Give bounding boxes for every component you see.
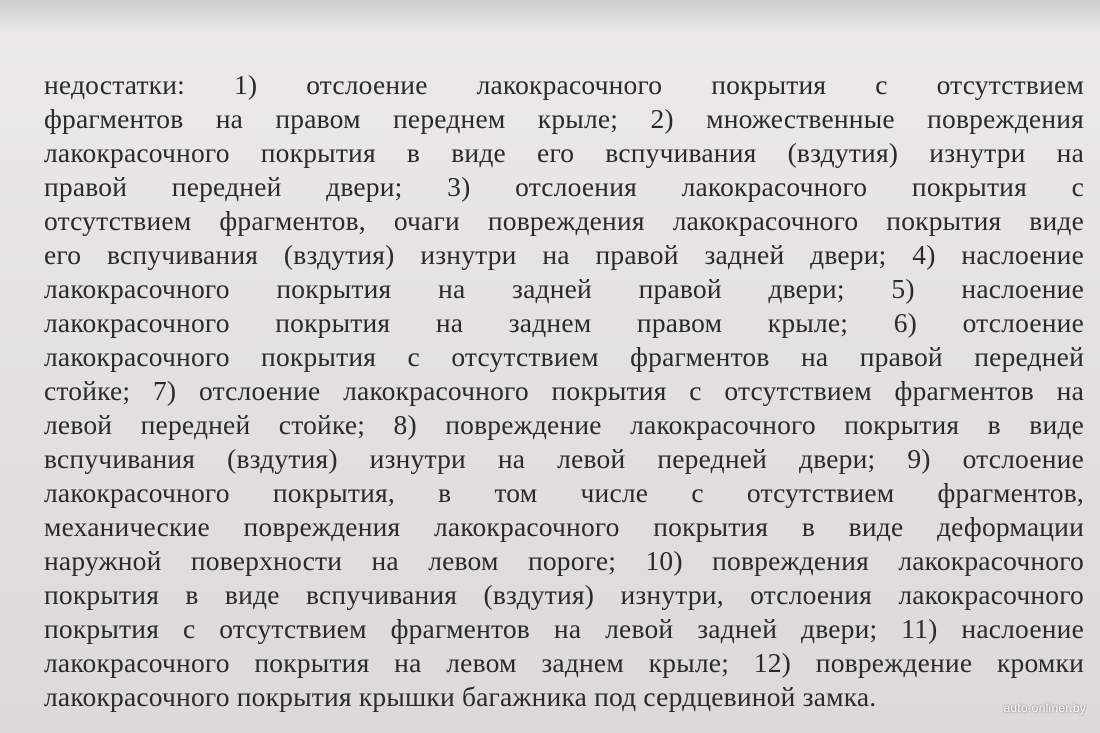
- text-line: фрагментов на правом переднем крыле; 2) множественные повреждения: [44, 103, 1084, 134]
- text-line-last: лакокрасочного покрытия крышки багажника под сердцевиной замка.: [44, 681, 877, 712]
- text-line: покрытия в виде вспучивания (вздутия) изнутри, отслоения лакокрасочного: [44, 579, 1084, 610]
- text-line: отсутствием фрагментов, очаги повреждения лакокрасочного покрытия виде: [44, 205, 1084, 236]
- text-line: лакокрасочного покрытия, в том числе с отсутствием фрагментов,: [44, 477, 1084, 508]
- text-line: механические повреждения лакокрасочного покрытия в виде деформации: [44, 511, 1084, 542]
- text-line: лакокрасочного покрытия с отсутствием фрагментов на правой передней: [44, 341, 1084, 372]
- watermark: auto.onliner.by: [1003, 701, 1086, 715]
- text-line: лакокрасочного покрытия на левом заднем крыле; 12) повреждение кромки: [44, 647, 1084, 678]
- top-shadow: [0, 0, 1100, 34]
- text-line: вспучивания (вздутия) изнутри на левой передней двери; 9) отслоение: [44, 443, 1084, 474]
- text-line: его вспучивания (вздутия) изнутри на правой задней двери; 4) наслоение: [44, 239, 1084, 270]
- text-line: лакокрасочного покрытия на заднем правом крыле; 6) отслоение: [44, 307, 1084, 338]
- text-line: лакокрасочного покрытия на задней правой двери; 5) наслоение: [44, 273, 1084, 304]
- text-line: левой передней стойке; 8) повреждение лакокрасочного покрытия в виде: [44, 409, 1084, 440]
- text-line: правой передней двери; 3) отслоения лакокрасочного покрытия с: [44, 171, 1084, 202]
- text-line: покрытия с отсутствием фрагментов на левой задней двери; 11) наслоение: [44, 613, 1084, 644]
- text-line: лакокрасочного покрытия в виде его вспучивания (вздутия) изнутри на: [44, 137, 1084, 168]
- text-line: стойке; 7) отслоение лакокрасочного покрытия с отсутствием фрагментов на: [44, 375, 1084, 406]
- text-line: недостатки: 1) отслоение лакокрасочного покрытия с отсутствием: [44, 69, 1084, 100]
- text-line: наружной поверхности на левом пороге; 10) повреждения лакокрасочного: [44, 545, 1084, 576]
- document-text-block: [44, 68, 1084, 714]
